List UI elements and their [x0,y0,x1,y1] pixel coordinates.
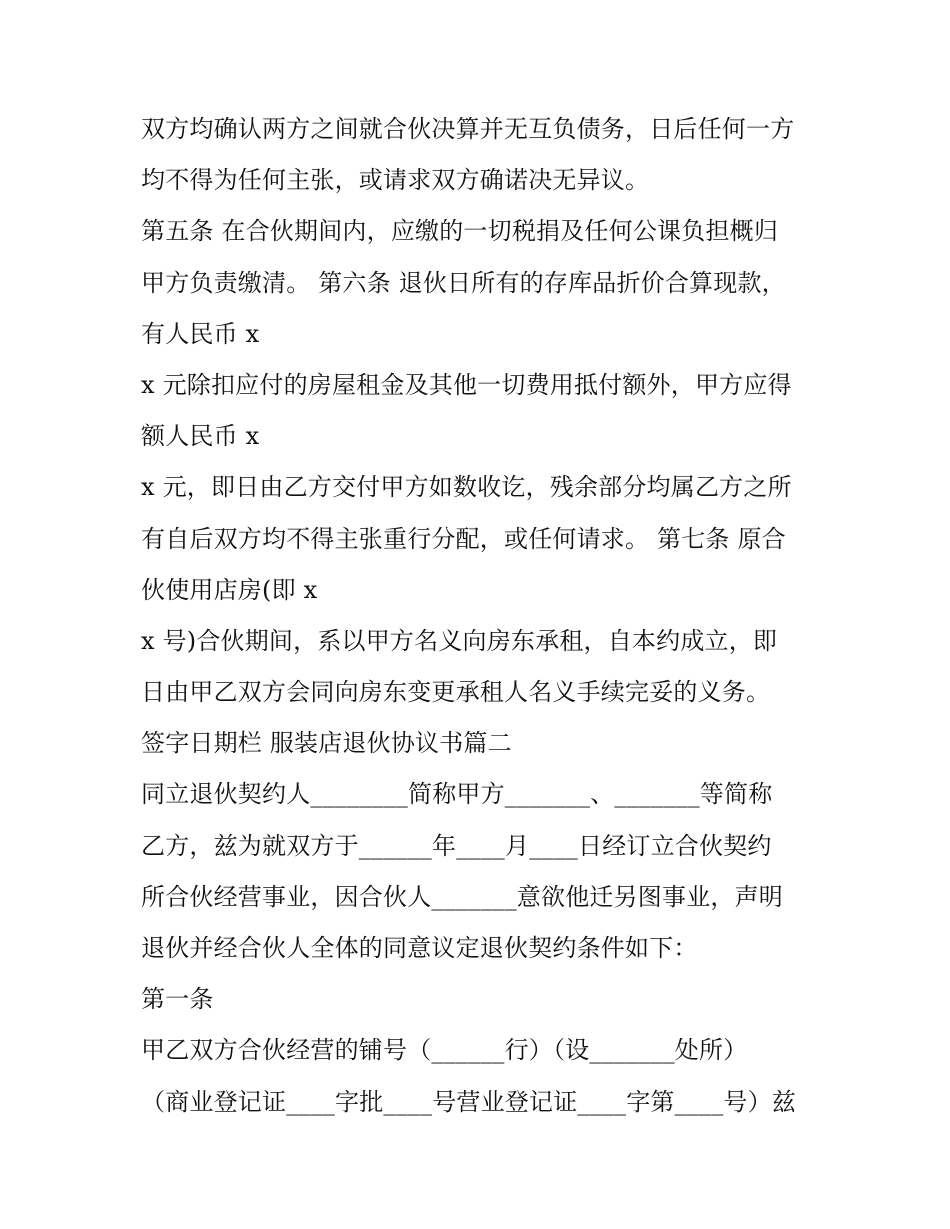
text-line: x 元，即日由乙方交付甲方如数收讫，残余部分均属乙方之所 [141,473,792,502]
text-line: 均不得为任何主张，或请求双方确诺决无异议。 [141,166,650,195]
text-line: 同立退伙契约人________简称甲方_______、_______等简称 [141,780,773,809]
text-line: 有自后双方均不得主张重行分配，或任何请求。 第七条 原合 [141,524,786,553]
text-line: 额人民币 x [141,422,260,451]
text-line: x 元除扣应付的房屋租金及其他一切费用抵付额外，甲方应得 [141,370,792,399]
text-line: 乙方，兹为就双方于______年____月____日经订立合伙契约 [141,831,772,860]
text-line: 甲乙双方合伙经营的铺号（______行）（设_______处所） [141,1036,748,1065]
text-line: （商业登记证____字批____号营业登记证____字第____号）兹 [141,1087,796,1116]
section-heading: 签字日期栏 服装店退伙协议书篇二 [141,729,512,758]
text-line: 双方均确认两方之间就合伙决算并无互负债务，日后任何一方 [141,115,795,143]
text-line: 日由甲乙双方会同向房东变更承租人名义手续完妥的义务。 [141,678,771,707]
article-heading: 第一条 [141,985,214,1014]
document-body [141,104,821,1128]
text-line: 退伙并经合伙人全体的同意议定退伙契约条件如下： [141,934,698,962]
text-line: 所合伙经营事业，因合伙人_______意欲他迁另图事业，声明 [141,882,783,911]
text-line: 甲方负责缴清。 第六条 退伙日所有的存库品折价合算现款， [141,268,786,297]
text-line: x 号)合伙期间，系以甲方名义向房东承租，自本约成立，即 [141,626,778,655]
text-line: 伙使用店房(即 x [141,575,318,604]
text-line: 第五条 在合伙期间内，应缴的一切税捐及任何公课负担概归 [141,217,779,246]
text-line: 有人民币 x [141,319,260,348]
